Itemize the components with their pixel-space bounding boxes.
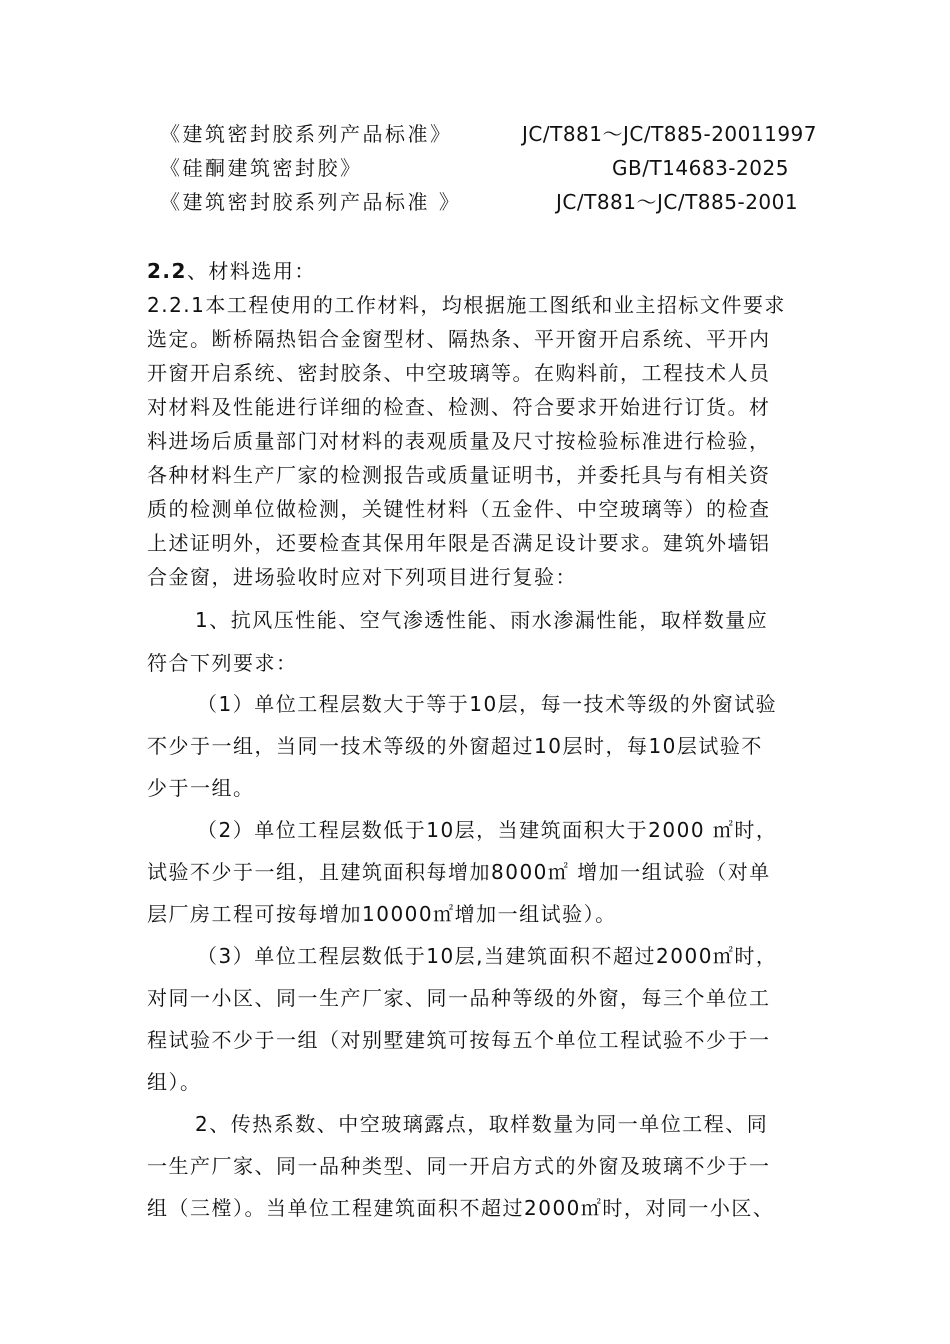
sub-item-line: （1）单位工程层数大于等于10层，每一技术等级的外窗试验 <box>197 692 778 716</box>
list-item-line: 2、传热系数、中空玻璃露点，取样数量为同一单位工程、同 <box>195 1112 769 1136</box>
sub-item-line: （3）单位工程层数低于10层,当建筑面积不超过2000㎡时， <box>197 944 778 968</box>
sub-item-line: （2）单位工程层数低于10层，当建筑面积大于2000 ㎡时， <box>197 818 778 842</box>
paragraph-line: 2.2.1本工程使用的工作材料，均根据施工图纸和业主招标文件要求 <box>147 293 786 317</box>
sub-item-line: 不少于一组，当同一技术等级的外窗超过10层时，每10层试验不 <box>147 734 763 758</box>
list-item-line: 符合下列要求： <box>147 651 298 675</box>
sub-item-line: 层厂房工程可按每增加10000㎡增加一组试验）。 <box>147 902 617 926</box>
sub-item-line: 试验不少于一组，且建筑面积每增加8000㎡ 增加一组试验（对单 <box>147 860 771 884</box>
paragraph-line: 对材料及性能进行详细的检查、检测、符合要求开始进行订货。材 <box>147 395 771 419</box>
list-item-line: 一生产厂家、同一品种类型、同一开启方式的外窗及玻璃不少于一 <box>147 1154 771 1178</box>
reference-code: GB/T14683-2025 <box>612 156 789 180</box>
section-heading-text: 、材料选用： <box>186 259 316 283</box>
reference-title: 《建筑密封胶系列产品标准》 <box>160 122 453 146</box>
paragraph-line: 料进场后质量部门对材料的表观质量及尺寸按检验标准进行检验， <box>147 429 771 453</box>
sub-item-line: 少于一组。 <box>147 776 255 800</box>
sub-item-line: 对同一小区、同一生产厂家、同一品种等级的外窗，每三个单位工 <box>147 986 771 1010</box>
paragraph-line: 质的检测单位做检测，关键性材料（五金件、中空玻璃等）的检查 <box>147 497 771 521</box>
list-item-line: 组（三樘）。当单位工程建筑面积不超过2000㎡时，对同一小区、 <box>147 1196 775 1220</box>
section-heading <box>147 257 316 285</box>
reference-code: JC/T881～JC/T885-20011997 <box>522 122 817 146</box>
reference-title: 《建筑密封胶系列产品标准 》 <box>160 190 462 214</box>
reference-title: 《硅酮建筑密封胶》 <box>160 156 363 180</box>
reference-code: JC/T881～JC/T885-2001 <box>556 190 799 214</box>
sub-item-line: 组）。 <box>147 1070 202 1094</box>
paragraph-line: 各种材料生产厂家的检测报告或质量证明书，并委托具与有相关资 <box>147 463 771 487</box>
paragraph-line: 合金窗，进场验收时应对下列项目进行复验： <box>147 565 577 589</box>
list-item-line: 1、抗风压性能、空气渗透性能、雨水渗漏性能，取样数量应 <box>195 608 769 632</box>
section-number: 2.2 <box>147 259 187 283</box>
paragraph-line: 开窗开启系统、密封胶条、中空玻璃等。在购料前，工程技术人员 <box>147 361 771 385</box>
paragraph-line: 选定。断桥隔热铝合金窗型材、隔热条、平开窗开启系统、平开内 <box>147 327 771 351</box>
sub-item-line: 程试验不少于一组（对别墅建筑可按每五个单位工程试验不少于一 <box>147 1028 771 1052</box>
paragraph-line: 上述证明外，还要检查其保用年限是否满足设计要求。建筑外墙铝 <box>147 531 771 555</box>
